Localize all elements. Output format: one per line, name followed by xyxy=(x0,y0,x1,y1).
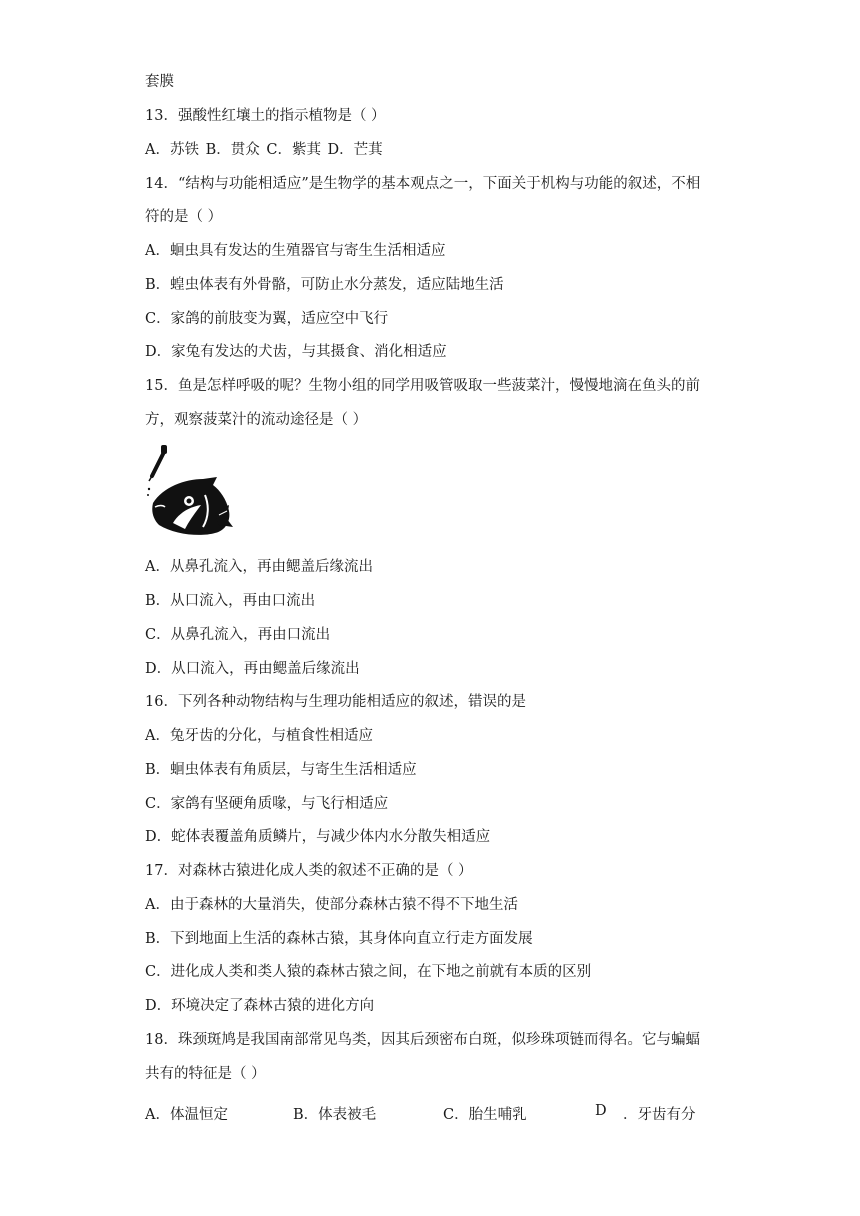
q14-option-c: C．家鸽的前肢变为翼，适应空中飞行 xyxy=(145,311,389,327)
q18-option-d-text: ．牙齿有分 xyxy=(623,1107,696,1123)
q16-option-b: B．蛔虫体表有角质层，与寄生生活相适应 xyxy=(145,762,417,778)
q14-option-b: B．蝗虫体表有外骨骼，可防止水分蒸发，适应陆地生活 xyxy=(145,277,504,293)
q15-option-d: D．从口流入，再由鳃盖后缘流出 xyxy=(145,661,360,677)
q17-option-b: B．下到地面上生活的森林古猿，其身体向直立行走方面发展 xyxy=(145,931,533,947)
q16-option-a: A．兔牙齿的分化，与植食性相适应 xyxy=(145,728,373,744)
question-18: 18．珠颈斑鸠是我国南部常见鸟类，因其后颈密布白斑，似珍珠项链而得名。它与蝙蝠 xyxy=(145,1032,700,1048)
fish-head-icon xyxy=(152,477,233,535)
text-line: 套膜 xyxy=(145,74,174,90)
q15-option-b: B．从口流入，再由口流出 xyxy=(145,593,316,609)
q17-option-d: D．环境决定了森林古猿的进化方向 xyxy=(145,998,375,1014)
question-17: 17．对森林古猿进化成人类的叙述不正确的是（ ） xyxy=(145,863,473,879)
q14-option-a: A．蛔虫具有发达的生殖器官与寄生生活相适应 xyxy=(145,243,446,259)
fish-dropper-illustration xyxy=(145,443,235,543)
q17-option-c: C．进化成人类和类人猿的森林古猿之间，在下地之前就有本质的区别 xyxy=(145,964,592,980)
q15-option-a: A．从鼻孔流入，再由鳃盖后缘流出 xyxy=(145,559,373,575)
q16-option-d: D．蛇体表覆盖角质鳞片，与减少体内水分散失相适应 xyxy=(145,829,491,845)
q13-options: A．苏铁 B．贯众 C．紫萁 D．芒萁 xyxy=(145,142,383,158)
question-13: 13．强酸性红壤土的指示植物是（ ） xyxy=(145,108,386,124)
question-16: 16．下列各种动物结构与生理功能相适应的叙述，错误的是 xyxy=(145,694,526,710)
q18-option-c: C．胎生哺乳 xyxy=(443,1107,527,1123)
q16-option-c: C．家鸽有坚硬角质喙，与飞行相适应 xyxy=(145,796,389,812)
dropper-icon xyxy=(147,445,167,496)
question-14-cont: 符的是（ ） xyxy=(145,209,223,225)
q18-options xyxy=(145,1103,745,1123)
q14-option-d: D．家兔有发达的犬齿，与其摄食、消化相适应 xyxy=(145,344,447,360)
q18-option-d-label: D xyxy=(595,1103,607,1119)
q15-option-c: C．从鼻孔流入，再由口流出 xyxy=(145,627,331,643)
question-15-cont: 方，观察菠菜汁的流动途径是（ ） xyxy=(145,412,368,428)
question-14: 14．“结构与功能相适应”是生物学的基本观点之一，下面关于机构与功能的叙述，不相 xyxy=(145,176,701,192)
q18-option-b: B．体表被毛 xyxy=(293,1107,377,1123)
question-15: 15．鱼是怎样呼吸的呢？生物小组的同学用吸管吸取一些菠菜汁，慢慢地滴在鱼头的前 xyxy=(145,378,700,394)
question-18-cont: 共有的特征是（ ） xyxy=(145,1066,266,1082)
q17-option-a: A．由于森林的大量消失，使部分森林古猿不得不下地生活 xyxy=(145,897,518,913)
q18-option-a: A．体温恒定 xyxy=(145,1107,228,1123)
